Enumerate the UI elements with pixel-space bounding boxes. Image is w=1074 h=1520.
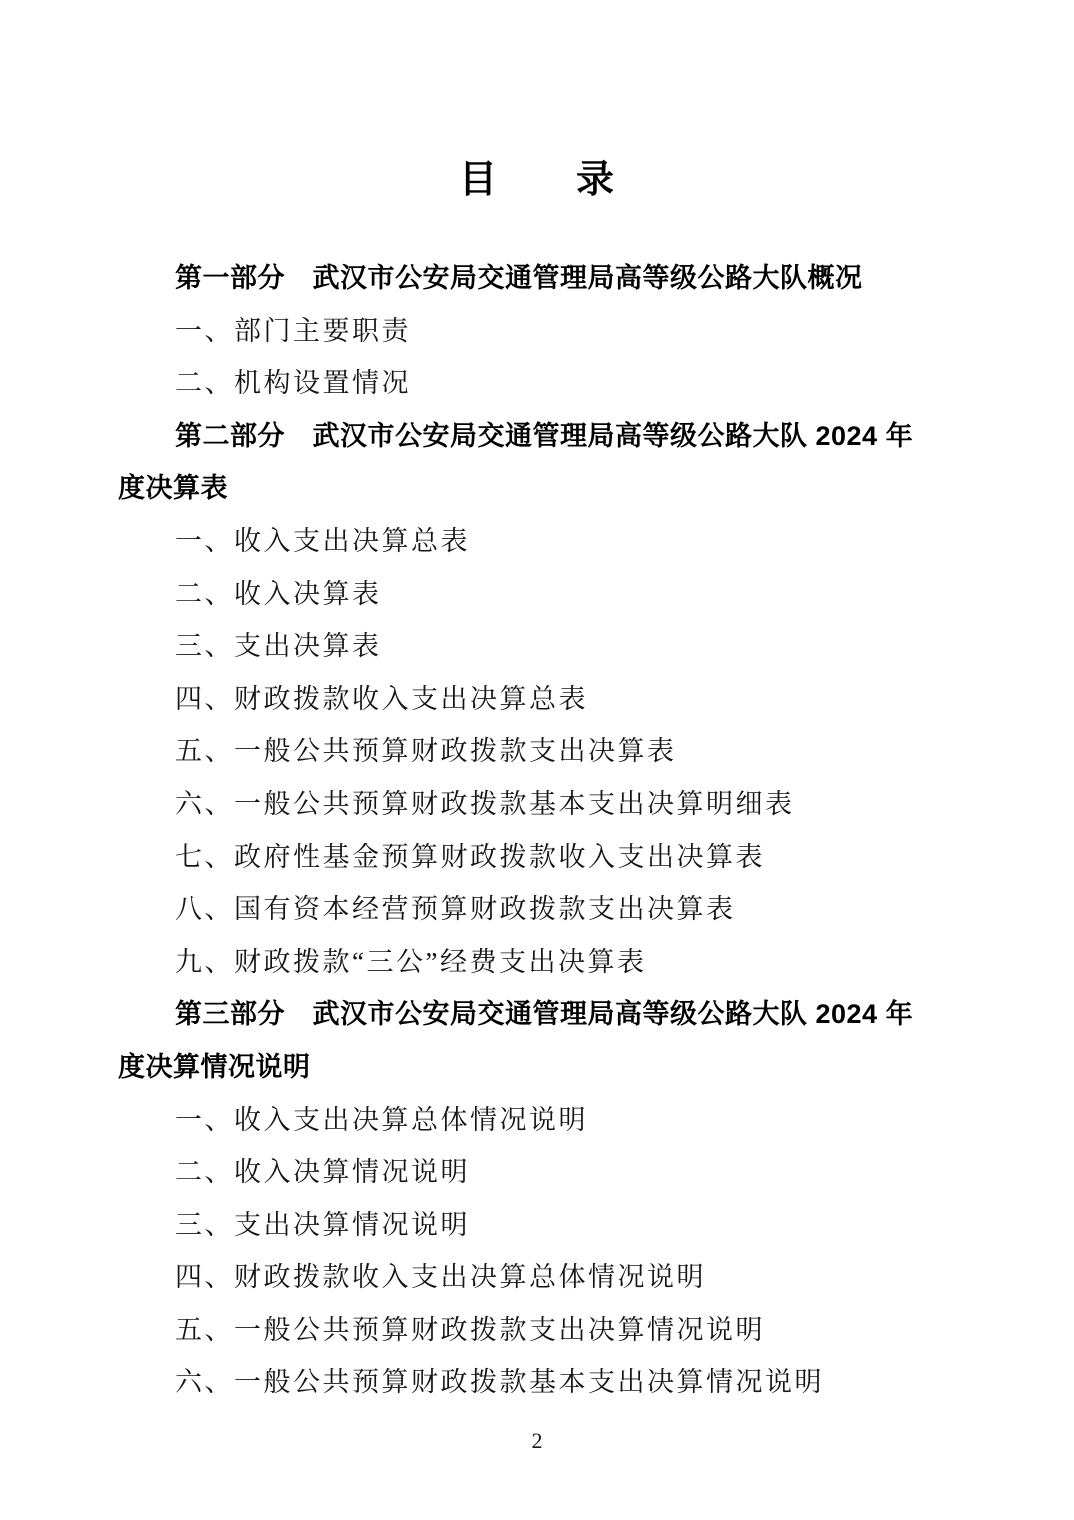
toc-item: 八、国有资本经营预算财政拨款支出决算表 [175,894,736,925]
toc-item: 四、财政拨款收入支出决算总体情况说明 [175,1262,706,1293]
toc-item: 一、收入支出决算总表 [175,525,470,556]
toc-item: 二、收入决算表 [175,578,382,609]
toc-item: 九、财政拨款“三公”经费支出决算表 [175,946,647,977]
table-of-contents [0,252,1074,1409]
toc-section-heading-continuation: 度决算情况说明 [118,1051,311,1082]
toc-item: 一、部门主要职责 [175,315,411,346]
toc-item: 四、财政拨款收入支出决算总表 [175,683,588,714]
toc-section-heading-continuation: 度决算表 [118,473,228,504]
toc-item: 一、收入支出决算总体情况说明 [175,1104,588,1135]
toc-item: 五、一般公共预算财政拨款支出决算表 [175,736,677,767]
document-title: 目 录 [458,159,615,201]
toc-item: 三、支出决算情况说明 [175,1209,470,1240]
toc-item: 六、一般公共预算财政拨款基本支出决算明细表 [175,788,795,819]
page-number: 2 [531,1428,543,1454]
toc-section-heading: 第一部分 武汉市公安局交通管理局高等级公路大队概况 [175,263,863,293]
toc-section-heading: 第三部分 武汉市公安局交通管理局高等级公路大队 2024 年 [175,999,914,1030]
toc-item: 七、政府性基金预算财政拨款收入支出决算表 [175,841,765,872]
toc-item: 二、收入决算情况说明 [175,1157,470,1188]
toc-item: 五、一般公共预算财政拨款支出决算情况说明 [175,1314,765,1345]
toc-item: 六、一般公共预算财政拨款基本支出决算情况说明 [175,1367,824,1398]
toc-item: 三、支出决算表 [175,631,382,662]
toc-section-heading: 第二部分 武汉市公安局交通管理局高等级公路大队 2024 年 [175,420,914,451]
toc-item: 二、机构设置情况 [175,368,411,399]
